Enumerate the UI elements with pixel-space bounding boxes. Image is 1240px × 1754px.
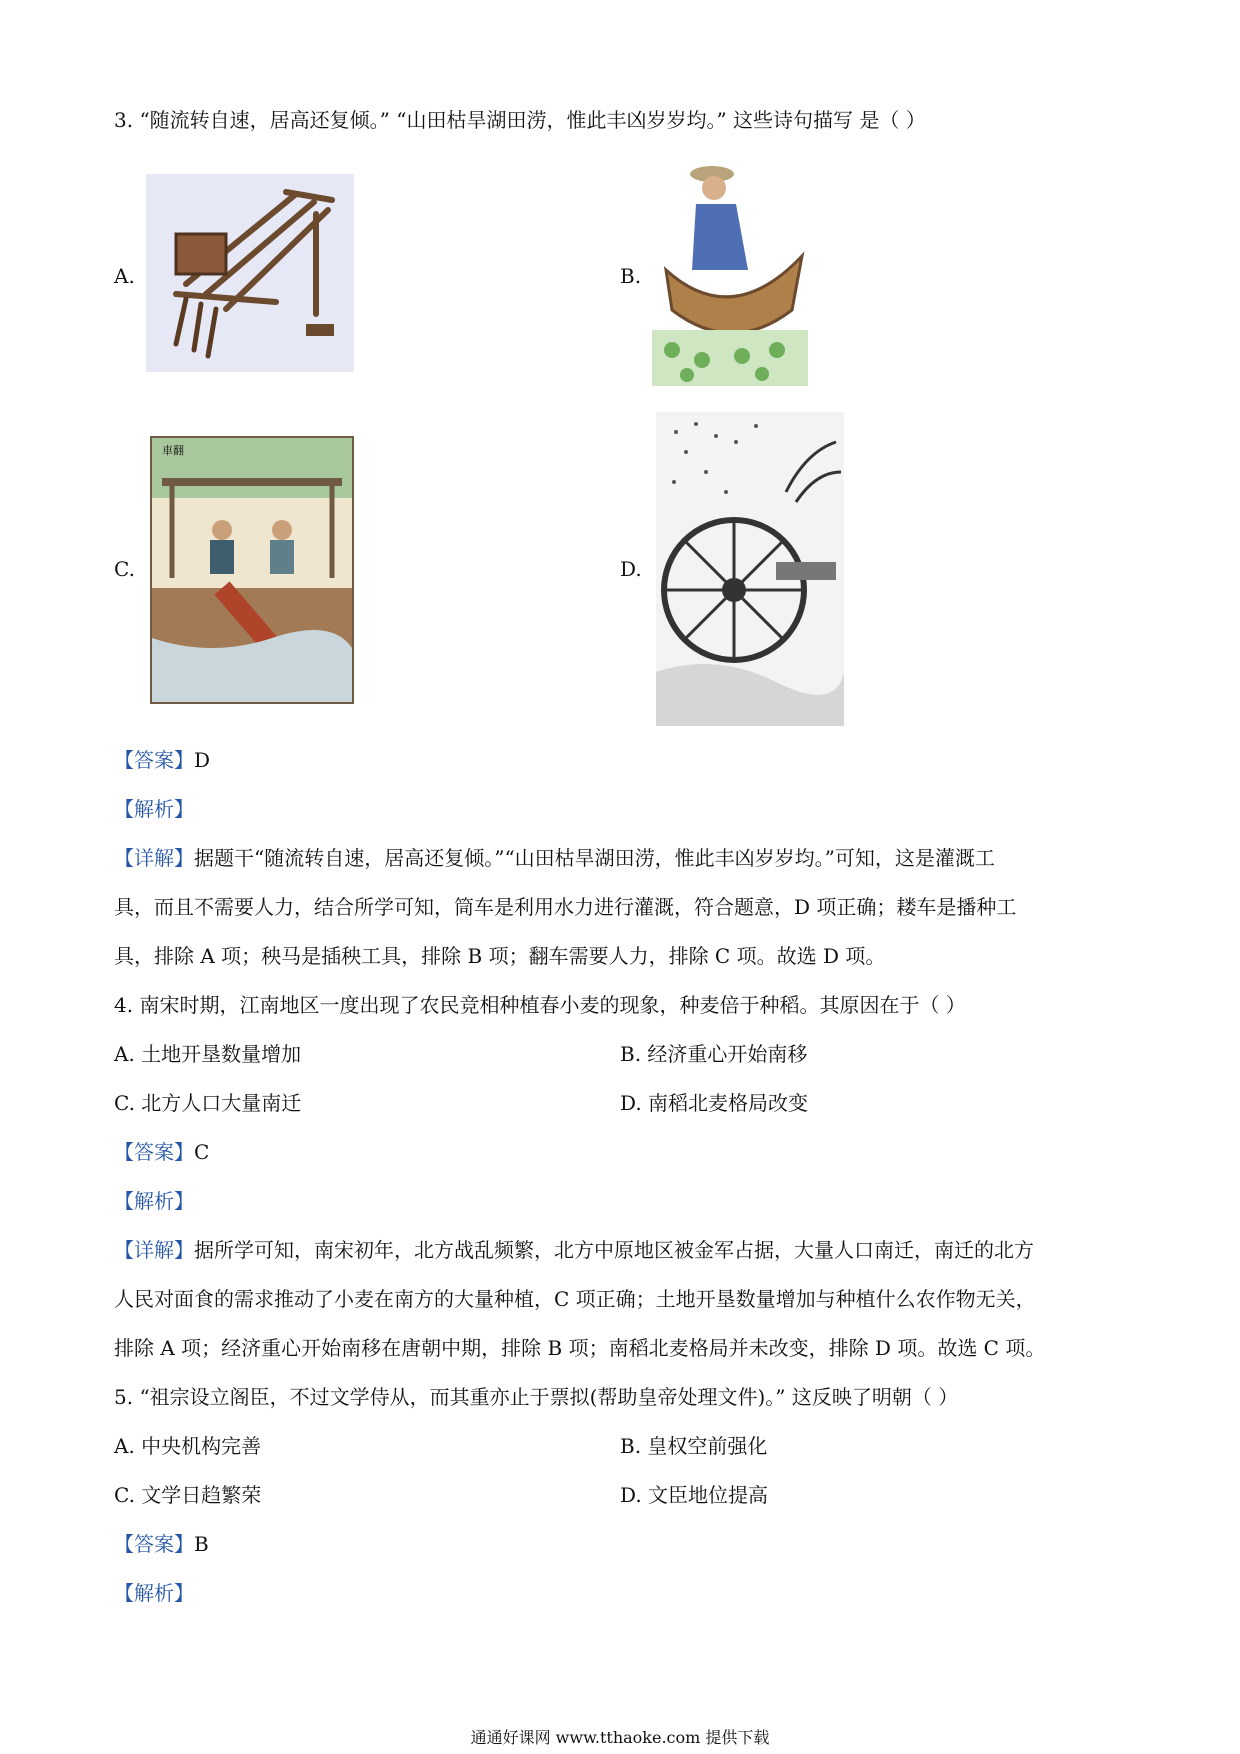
- q4-answer: [114, 1138, 209, 1166]
- page-footer: 通通好课网 www.tthaoke.com 提供下载: [470, 1728, 770, 1747]
- q5-answer-value: B: [194, 1532, 209, 1556]
- q4-option-a: A. 土地开垦数量增加: [114, 1042, 302, 1066]
- q4-stem: 4. 南宋时期，江南地区一度出现了农民竞相种植春小麦的现象，种麦倍于种稻。其原因在于（ ）: [114, 993, 966, 1017]
- q3-option-a-label: A.: [114, 264, 135, 288]
- q3-option-b-label: B.: [620, 264, 642, 288]
- q5-analysis-tag: 【解析】: [114, 1581, 194, 1605]
- q4-option-b: B. 经济重心开始南移: [620, 1042, 808, 1066]
- q3-answer-tag: 【答案】: [114, 748, 194, 772]
- q3-option-d-label: D.: [620, 557, 642, 581]
- q4-detail-line-1: 【详解】据所学可知，南宋初年，北方战乱频繁，北方中原地区被金军占据，大量人口南迁，南迁的北方: [114, 1238, 1034, 1262]
- q4-answer-value: C: [194, 1140, 210, 1164]
- q5-option-d: D. 文臣地位提高: [620, 1483, 769, 1507]
- q3-detail-line-3: 具，排除 A 项；秧马是插秧工具，排除 B 项；翻车需要人力，排除 C 项。故选 D 项。: [114, 944, 886, 968]
- q3-detail-line-2: 具，而且不需要人力，结合所学可知，筒车是利用水力进行灌溉，符合题意，D 项正确；耧车是播种工: [114, 895, 1017, 919]
- q4-option-c: C. 北方人口大量南迁: [114, 1091, 302, 1115]
- q5-option-a: A. 中央机构完善: [114, 1434, 262, 1458]
- q3-detail-tag: 【详解】: [114, 846, 194, 870]
- q4-analysis-tag: 【解析】: [114, 1189, 194, 1213]
- q3-answer: [114, 746, 210, 774]
- chain-pump-image: [150, 436, 354, 704]
- q4-answer-tag: 【答案】: [114, 1140, 194, 1164]
- water-wheel-image: [656, 412, 844, 726]
- q3-option-c-label: C.: [114, 557, 135, 581]
- q5-stem: 5. “祖宗设立阁臣，不过文学侍从，而其重亦止于票拟(帮助皇帝处理文件)。” 这反映了明朝（ ）: [114, 1385, 959, 1409]
- q3-detail-line-1: 【详解】据题干“随流转自速，居高还复倾。”“山田枯旱湖田涝，惟此丰凶岁岁均。”可知，这是灌溉工: [114, 846, 995, 870]
- q4-detail-tag: 【详解】: [114, 1238, 194, 1262]
- q5-option-c: C. 文学日趋繁荣: [114, 1483, 262, 1507]
- q5-answer: [114, 1530, 209, 1558]
- rice-transplanter-image: [652, 160, 808, 386]
- q3-analysis-tag: 【解析】: [114, 797, 194, 821]
- q3-answer-value: D: [194, 748, 211, 772]
- q4-detail-line-3: 排除 A 项；经济重心开始南移在唐朝中期，排除 B 项；南稻北麦格局并未改变，排除 D 项。故选 C 项。: [114, 1336, 1046, 1360]
- q5-option-b: B. 皇权空前强化: [620, 1434, 768, 1458]
- chain-pump-caption: 車翻: [162, 444, 184, 457]
- q4-option-d: D. 南稻北麦格局改变: [620, 1091, 809, 1115]
- q3-stem: 3. “随流转自速，居高还复倾。” “山田枯旱湖田涝，惟此丰凶岁岁均。” 这些诗句描写 是（ ）: [114, 108, 926, 132]
- q5-answer-tag: 【答案】: [114, 1532, 194, 1556]
- q4-detail-line-2: 人民对面食的需求推动了小麦在南方的大量种植，C 项正确；土地开垦数量增加与种植什么农作物无关，: [114, 1287, 1036, 1311]
- seed-drill-image: [146, 174, 354, 372]
